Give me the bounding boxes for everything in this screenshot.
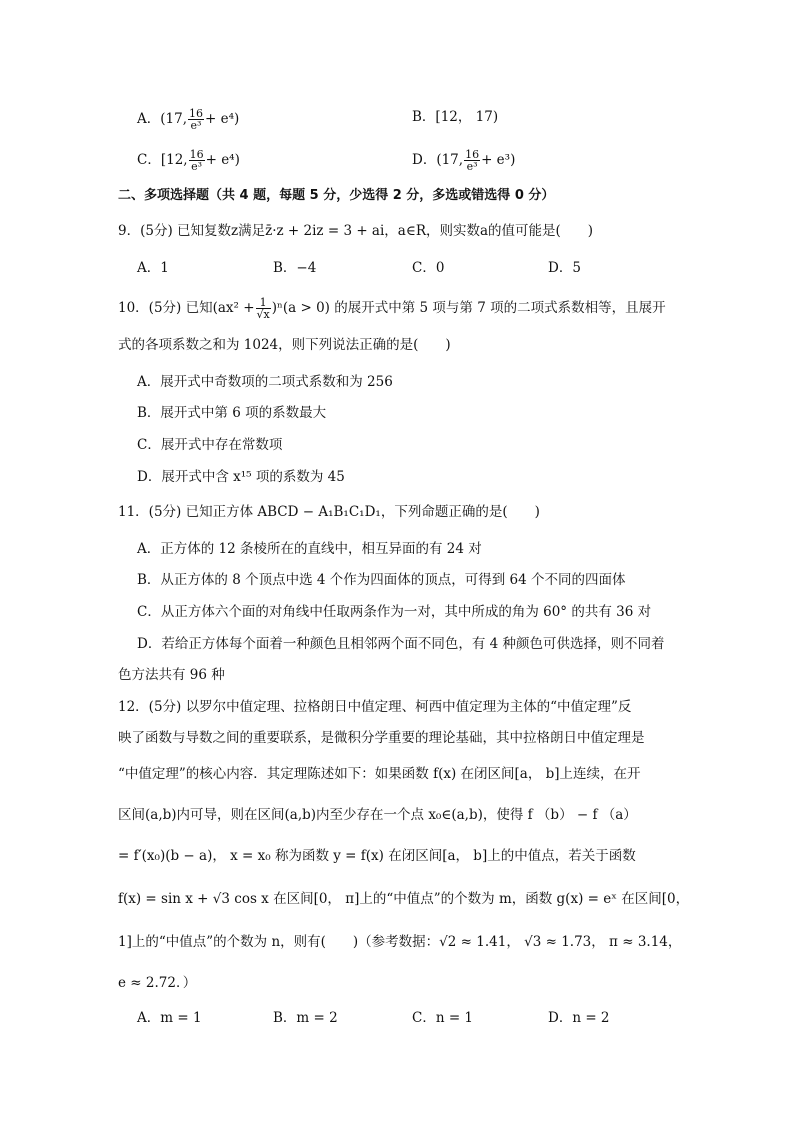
- option-text-pre: (17,: [160, 111, 187, 127]
- stem-text-pre: 10．(5分) 已知(ax² +: [118, 300, 255, 316]
- fraction-numerator: 16: [465, 148, 480, 161]
- q12-line: 12．(5分) 以罗尔中值定理、拉格朗日中值定理、柯西中值定理为主体的“中值定理”反: [118, 699, 632, 715]
- option-text: 1: [160, 260, 169, 276]
- q12-option-b[interactable]: [273, 1009, 338, 1027]
- option-text: 展开式中第 6 项的系数最大: [160, 405, 327, 421]
- q9-stem: 9．(5分) 已知复数z满足z̄·z + 2iz = 3 + ai，a∈R，则实数a的值可能是( ): [118, 223, 594, 239]
- q8-option-c[interactable]: [137, 149, 240, 172]
- option-text: m = 1: [160, 1010, 202, 1026]
- option-text: [12， 17): [435, 109, 499, 125]
- q10-stem-line2: 式的各项系数之和为 1024，则下列说法正确的是( ): [118, 337, 451, 353]
- q9-option-c[interactable]: [412, 259, 444, 277]
- q12-line: f(x) = sin x + √3 cos x 在区间[0， π]上的“中值点”的个数为 m，函数 g(x) = eˣ 在区间[0，: [118, 891, 690, 907]
- option-label: C．: [137, 152, 161, 168]
- fraction-denominator: e³: [466, 160, 478, 173]
- option-text-post: + e³): [481, 152, 516, 168]
- q8-option-b[interactable]: [412, 108, 498, 126]
- q12-line: “中值定理”的核心内容．其定理陈述如下：如果函数 f(x) 在闭区间[a， b]上连续，在开: [118, 766, 641, 782]
- option-label: D．: [137, 636, 162, 652]
- option-label: D．: [548, 260, 573, 276]
- fraction-denominator: e³: [191, 160, 203, 173]
- option-text: −4: [296, 260, 317, 276]
- fraction: [188, 108, 204, 131]
- q8-option-a[interactable]: [137, 108, 239, 131]
- q9-option-d[interactable]: [548, 259, 581, 277]
- q9-option-a[interactable]: [137, 259, 169, 277]
- option-label: C．: [137, 604, 161, 620]
- q12-option-a[interactable]: [137, 1009, 202, 1027]
- q10-stem-line1: [118, 297, 666, 320]
- option-text: 展开式中奇数项的二项式系数和为 256: [160, 374, 393, 390]
- q11-option-d-continuation: 色方法共有 96 种: [118, 667, 225, 683]
- fraction: [464, 149, 480, 172]
- fraction-numerator: 16: [189, 148, 204, 161]
- q10-option-d[interactable]: [137, 468, 345, 486]
- option-label: A．: [137, 374, 161, 390]
- option-text: 0: [435, 260, 445, 276]
- q10-option-b[interactable]: [137, 404, 326, 422]
- option-label: A．: [137, 1010, 161, 1026]
- fraction-denominator: √x: [256, 308, 270, 321]
- option-text-post: + e⁴): [205, 111, 240, 127]
- option-label: C．: [137, 437, 161, 453]
- fraction: [189, 149, 205, 172]
- option-label: B．: [412, 109, 436, 125]
- q11-option-d[interactable]: [137, 635, 665, 653]
- option-text: 从正方体六个面的对角线中任取两条作为一对，其中所成的角为 60° 的共有 36 对: [160, 604, 652, 620]
- option-label: B．: [137, 572, 161, 588]
- q12-option-d[interactable]: [548, 1009, 610, 1027]
- option-text-pre: [12,: [160, 152, 188, 168]
- option-text: 展开式中存在常数项: [160, 437, 283, 453]
- q12-line: = f′(x₀)(b − a)， x = x₀ 称为函数 y = f(x) 在闭区间[a， b]上的中值点，若关于函数: [118, 848, 636, 864]
- q12-line: e ≈ 2.72．）: [118, 975, 197, 991]
- option-text: n = 2: [572, 1010, 610, 1026]
- option-text-pre: (17,: [436, 152, 464, 168]
- option-label: A．: [137, 541, 161, 557]
- option-text: 展开式中含 x¹⁵ 项的系数为 45: [161, 469, 345, 485]
- q11-option-c[interactable]: [137, 603, 651, 621]
- option-text: n = 1: [435, 1010, 474, 1026]
- fraction: [256, 297, 271, 320]
- stem-text-post: )ⁿ(a > 0) 的展开式中第 5 项与第 7 项的二项式系数相等，且展开: [271, 300, 666, 316]
- section-title: 二、多项选择题（共 4 题，每题 5 分，少选得 2 分，多选或错选得 0 分）: [118, 188, 555, 203]
- q11-option-b[interactable]: [137, 571, 626, 589]
- q12-line: 映了函数与导数之间的重要联系，是微积分学重要的理论基础，其中拉格朗日中值定理是: [118, 730, 645, 746]
- q12-option-c[interactable]: [412, 1009, 473, 1027]
- q9-option-b[interactable]: [273, 259, 316, 277]
- option-label: B．: [273, 1010, 297, 1026]
- option-label: C．: [412, 260, 436, 276]
- q10-option-a[interactable]: [137, 373, 393, 391]
- option-label: D．: [137, 469, 162, 485]
- option-label: A．: [137, 111, 161, 127]
- fraction-numerator: 1: [256, 297, 271, 309]
- fraction-denominator: e³: [190, 119, 202, 132]
- option-text: 5: [572, 260, 581, 276]
- q10-option-c[interactable]: [137, 436, 282, 454]
- q11-option-a[interactable]: [137, 540, 482, 558]
- option-text-post: + e⁴): [205, 152, 240, 168]
- q11-stem: 11．(5分) 已知正方体 ABCD − A₁B₁C₁D₁，下列命题正确的是( ): [118, 504, 540, 520]
- option-label: D．: [548, 1010, 573, 1026]
- fraction-numerator: 16: [189, 107, 203, 120]
- option-label: D．: [412, 152, 437, 168]
- option-text: 正方体的 12 条棱所在的直线中，相互异面的有 24 对: [160, 541, 482, 557]
- option-label: B．: [273, 260, 297, 276]
- option-label: B．: [137, 405, 161, 421]
- q8-option-d[interactable]: [412, 149, 515, 172]
- q12-line: 区间(a,b)内可导，则在区间(a,b)内至少存在一个点 x₀∈(a,b)，使得 f （b） − f （a）: [118, 807, 637, 823]
- option-text: m = 2: [296, 1010, 338, 1026]
- option-text: 从正方体的 8 个顶点中选 4 个作为四面体的顶点，可得到 64 个不同的四面体: [160, 572, 626, 588]
- option-text: 若给正方体每个面着一种颜色且相邻两个面不同色，有 4 种颜色可供选择，则不同着: [161, 636, 665, 652]
- option-label: A．: [137, 260, 161, 276]
- q12-line: 1]上的“中值点”的个数为 n，则有( )（参考数据：√2 ≈ 1.41， √3 ≈ 1.73， π ≈ 3.14，: [118, 934, 682, 950]
- option-label: C．: [412, 1010, 436, 1026]
